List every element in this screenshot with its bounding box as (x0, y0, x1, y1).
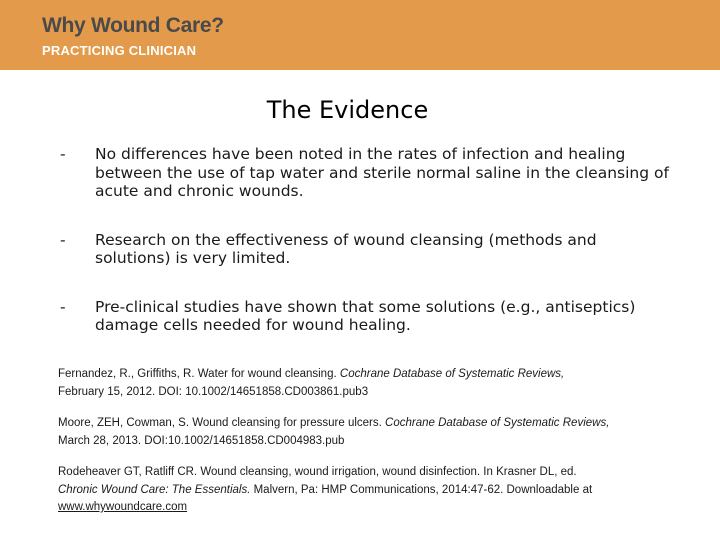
bullet-marker: - (60, 145, 66, 163)
reference-details: February 15, 2012. DOI: 10.1002/14651858.CD003861.pub3 (58, 385, 369, 398)
references (58, 366, 668, 531)
reference-journal: Cochrane Database of Systematic Reviews, (339, 368, 565, 380)
bullet-item (60, 231, 670, 268)
reference-authors: Rodeheaver GT, Ratliff CR. Wound cleansing, wound irrigation, wound disinfection. In Krasner DL, ed. (58, 466, 577, 478)
bullet-text: Pre-clinical studies have shown that some solutions (e.g., antiseptics) damage cells needed for wound healing. (95, 297, 636, 334)
bullet-text: Research on the effectiveness of wound cleansing (methods and solutions) is very limited. (95, 230, 597, 267)
bullet-list (60, 145, 670, 365)
header-banner (0, 0, 720, 70)
header-subtitle: PRACTICING CLINICIAN (42, 43, 197, 58)
reference-item (58, 366, 668, 401)
reference-item (58, 464, 668, 517)
bullet-item (60, 145, 670, 201)
reference-details: March 28, 2013. DOI:10.1002/14651858.CD004983.pub (58, 434, 345, 447)
bullet-item (60, 298, 670, 335)
reference-authors: Fernandez, R., Griffiths, R. Water for wound cleansing. (58, 368, 337, 380)
bullet-marker: - (60, 297, 66, 316)
reference-item (58, 415, 668, 450)
reference-journal: Cochrane Database of Systematic Reviews, (385, 417, 610, 429)
reference-journal: Chronic Wound Care: The Essentials. (58, 483, 251, 496)
reference-details: Malvern, Pa: HMP Communications, 2014:47-62. Downloadable at (253, 483, 593, 496)
slide-title: The Evidence (266, 96, 429, 124)
bullet-text: No differences have been noted in the rates of infection and healing between the use of tap water and sterile normal saline in the cleansing of acute and chronic wounds. (95, 145, 669, 200)
reference-authors: Moore, ZEH, Cowman, S. Wound cleansing for pressure ulcers. (58, 417, 382, 429)
header-title: Why Wound Care? (42, 14, 224, 37)
reference-link[interactable]: www.whywoundcare.com (58, 501, 188, 513)
bullet-marker: - (60, 230, 66, 249)
